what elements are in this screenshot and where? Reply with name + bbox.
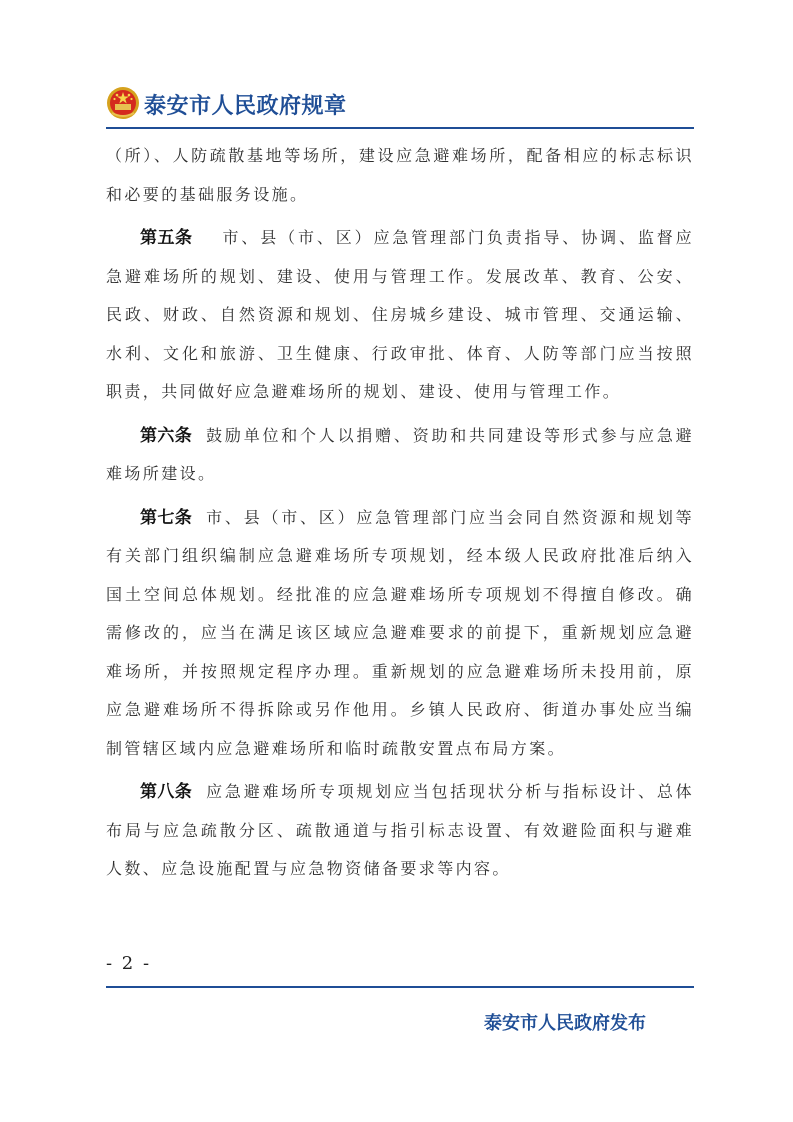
article-label: 第八条 [140,782,193,802]
article-text: 市、县（市、区）应急管理部门负责指导、协调、监督应急避难场所的规划、建设、使用与管理工作。发展改革、教育、公安、民政、财政、自然资源和规划、住房城乡建设、城市管理、交通运输、水利、文化和旅游、卫生健康、行政审批、体育、人防等部门应当按照职责，共同做好应急避难场所的规划、建设、使用与管理工作。 [106,228,694,401]
national-emblem-icon [106,86,140,120]
paragraph-text: （所）、人防疏散基地等场所，建设应急避难场所，配备相应的标志标识和必要的基础服务设施。 [106,146,694,204]
document-body [106,137,694,894]
article-text: 鼓励单位和个人以捐赠、资助和共同建设等形式参与应急避难场所建设。 [106,425,694,483]
header-title: 泰安市人民政府规章 [144,94,347,119]
page-number: - 2 - [106,953,152,974]
article-label: 第五条 [140,228,193,248]
article-label: 第六条 [140,425,193,446]
header-divider [106,127,694,129]
article-label: 第七条 [140,507,193,528]
article-5 [106,219,694,412]
footer-divider [106,986,694,988]
article-6 [106,417,694,494]
article-text: 应急避难场所专项规划应当包括现状分析与指标设计、总体布局与应急疏散分区、疏散通道与指引标志设置、有效避险面积与避难人数、应急设施配置与应急物资储备要求等内容。 [106,782,694,878]
footer-publisher: 泰安市人民政府发布 [484,1013,646,1034]
paragraph-continuation [106,137,694,214]
article-7 [106,499,694,769]
page-header [106,84,694,128]
article-8 [106,773,694,889]
article-text: 市、县（市、区）应急管理部门应当会同自然资源和规划等有关部门组织编制应急避难场所专项规划，经本级人民政府批准后纳入国土空间总体规划。经批准的应急避难场所专项规划不得擅自修改。确需修改的，应当在满足该区域应急避难要求的前提下，重新规划应急避难场所，并按照规定程序办理。重新规划的应急避难场所未投用前，原应急避难场所不得拆除或另作他用。乡镇人民政府、街道办事处应当编制管辖区域内应急避难场所和临时疏散安置点布局方案。 [106,507,694,758]
